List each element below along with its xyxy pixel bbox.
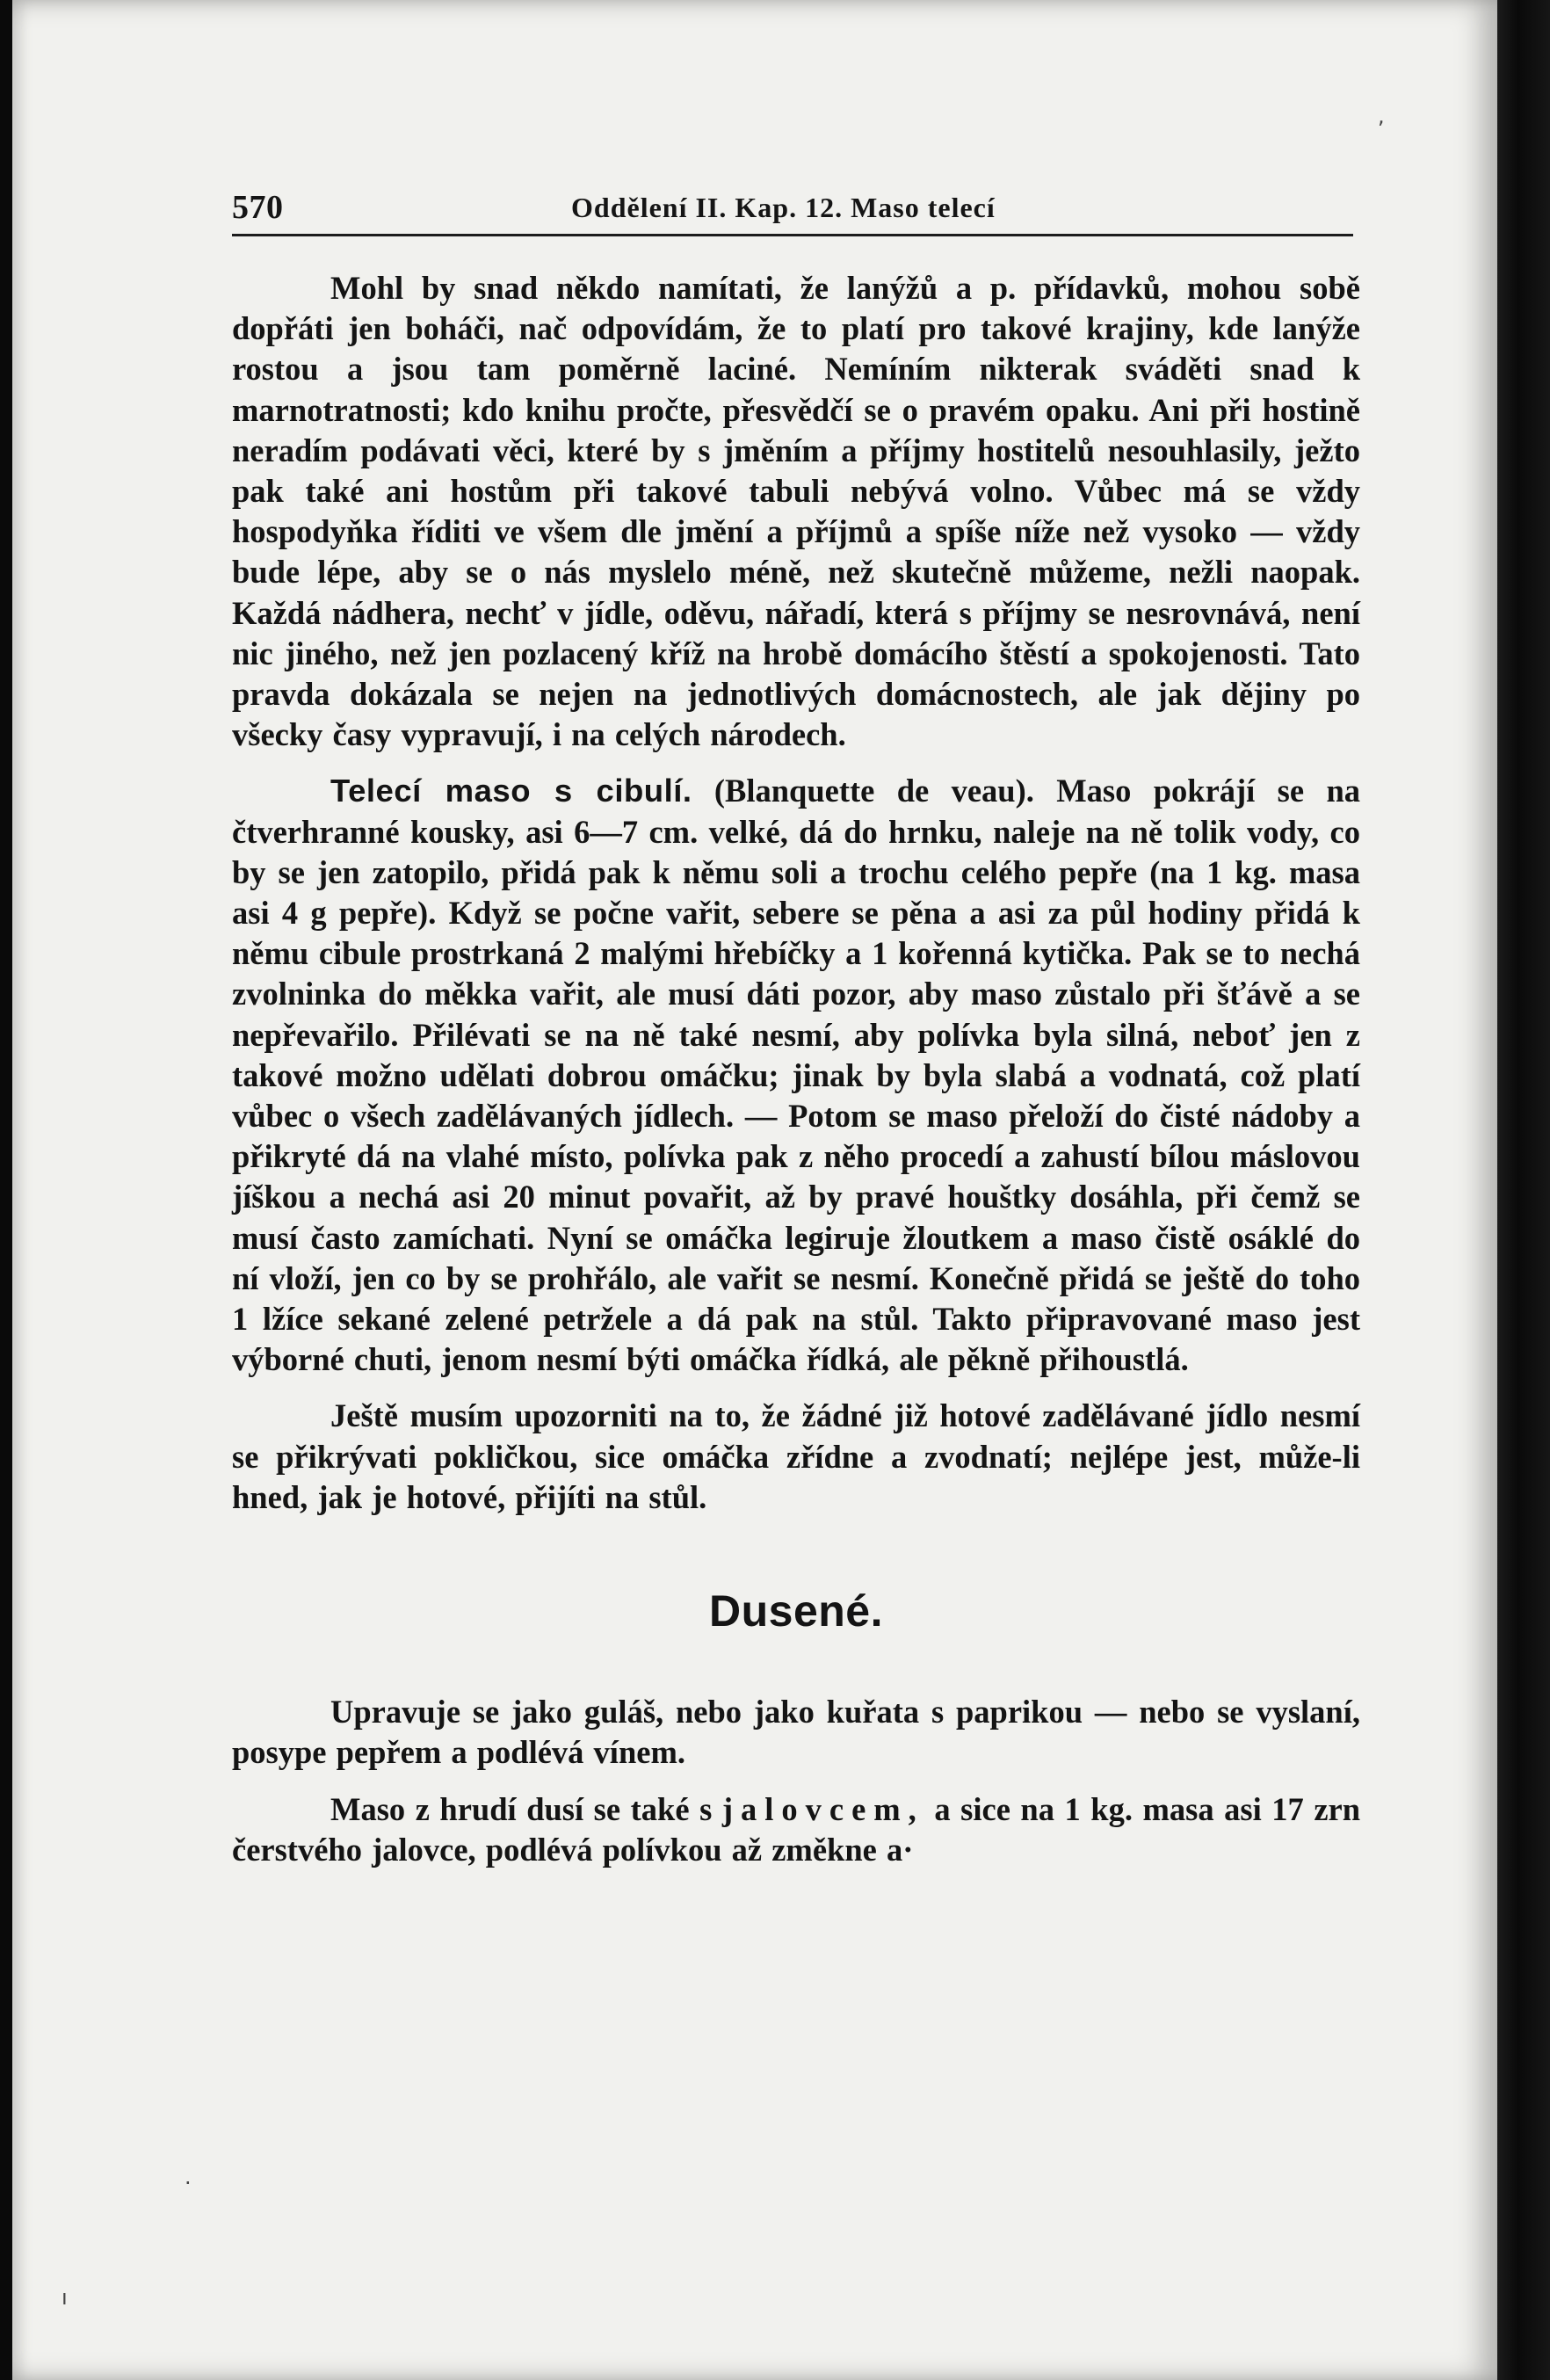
- body-text: [232, 268, 1360, 1870]
- scan-speck: ,: [1378, 104, 1385, 128]
- recipe-text-blanquette: (Blanquette de veau). Maso pokrájí se na čtverhranné kousky, asi 6—7 cm. velké, dá do hrnku, naleje na ně tolik vody, co by se jen zatopilo, přidá pak k němu soli a trochu celého pepře (na 1 kg. masa asi 4 g pepře). Když se počne vařit, sebere se pěna a asi za půl hodiny přidá k němu cibule prostrkaná 2 malými hřebíčky a 1 kořenná kytička. Pak se to nechá zvolninka do měkka vařit, ale musí dáti pozor, aby maso zůstalo při šťávě a se nepřevařilo. Přilévati se na ně také nesmí, aby polívka byla silná, neboť jen z takové možno udělati dobrou omáčku; jinak by byla slabá a vodnatá, což platí vůbec o všech zadělávaných jídlech. — Potom se maso přeloží do čisté nádoby a přikryté dá na vlahé místo, polívka pak z něho procedí a zahustí bílou máslovou jíškou a nechá asi 20 minut povařit, až by pravé houštky dosáhla, při čemž se musí často zamíchati. Nyní se omáčka legiruje žloutkem a maso čistě osáklé do ní vloží, jen co by se prohřálo, ale vařit se nesmí. Konečně přidá se ještě do toho 1 lžíce sekané zelené petržele a dá pak na stůl. Takto připravované maso jest výborné chuti, jenom nesmí býti omáčka řídká, ale pěkně přihoustlá.: [232, 773, 1360, 1378]
- section-heading-dusene: Dusené.: [708, 1586, 883, 1636]
- paragraph-gap: [232, 755, 1360, 771]
- recipe-title-blanquette: Telecí maso s cibulí.: [330, 773, 692, 809]
- page-number: 570: [232, 189, 284, 226]
- scan-speck: ı: [62, 2285, 68, 2310]
- paragraph-note-text: Ještě musím upozorniti na to, že žádné již hotové zadělávané jídlo nesmí se přikrývati pokličkou, sice omáčka zřídne a zvodnatí; nejlépe jest, může-li hned, jak je hotové, přijíti na stůl.: [232, 1397, 1360, 1515]
- paragraph-gap: [232, 1380, 1360, 1396]
- paragraph-note: [232, 1396, 1360, 1518]
- paragraph-blanquette: [232, 771, 1360, 1380]
- paragraph-frugality: [232, 268, 1360, 755]
- header-rule: [232, 234, 1353, 236]
- juniper-emphasis: jalovcem,: [721, 1790, 924, 1827]
- paragraph-juniper: [232, 1789, 1360, 1870]
- paragraph-dusene-intro: [232, 1692, 1360, 1773]
- paragraph-frugality-text: Mohl by snad někdo namítati, že lanýžů a p. přídavků, mohou sobě dopřáti jen boháči, nač odpovídám, že to platí pro takové krajiny, kde lanýže rostou a jsou tam poměrně laciné. Nemíním nikterak sváděti snad k marnotratnosti; kdo knihu pročte, přesvědčí se o pravém opaku. Ani při hostině neradím podávati věci, které by s jměním a příjmy hostitelů nesouhlasily, ježto pak také ani hostům při takové tabuli nebývá volno. Vůbec má se vždy hospodyňka říditi ve všem dle jmění a příjmů a spíše níže než vysoko — vždy bude lépe, aby se o nás myslelo méně, než skutečně můžeme, nežli naopak. Každá nádhera, nechť v jídle, oděvu, nářadí, která s příjmy se nesrovnává, není nic jiného, než jen pozlacený kříž na hrobě domácího štěstí a spokojenosti. Tato pravda dokázala se nejen na jednotlivých domácnostech, ale jak dějiny po všecky časy vypravují, i na celých národech.: [232, 270, 1360, 753]
- paragraph-gap: [232, 1774, 1360, 1789]
- juniper-text-end: a sice na 1 kg. masa asi 17 zrn čerstvého jalovce, podlévá polívkou až změkne a·: [232, 1790, 1361, 1868]
- page-edge-shadow: [1497, 0, 1550, 2380]
- chapter-title: Oddělení II. Kap. 12. Maso telecí: [571, 192, 996, 223]
- juniper-text-start: Maso z hrudí dusí se také s: [330, 1790, 713, 1827]
- dusene-intro-text: Upravuje se jako guláš, nebo jako kuřata s paprikou — nebo se vyslaní, posype pepřem a podlévá vínem.: [232, 1694, 1360, 1771]
- running-header: [232, 185, 1353, 236]
- scan-speck: ·: [185, 2171, 192, 2195]
